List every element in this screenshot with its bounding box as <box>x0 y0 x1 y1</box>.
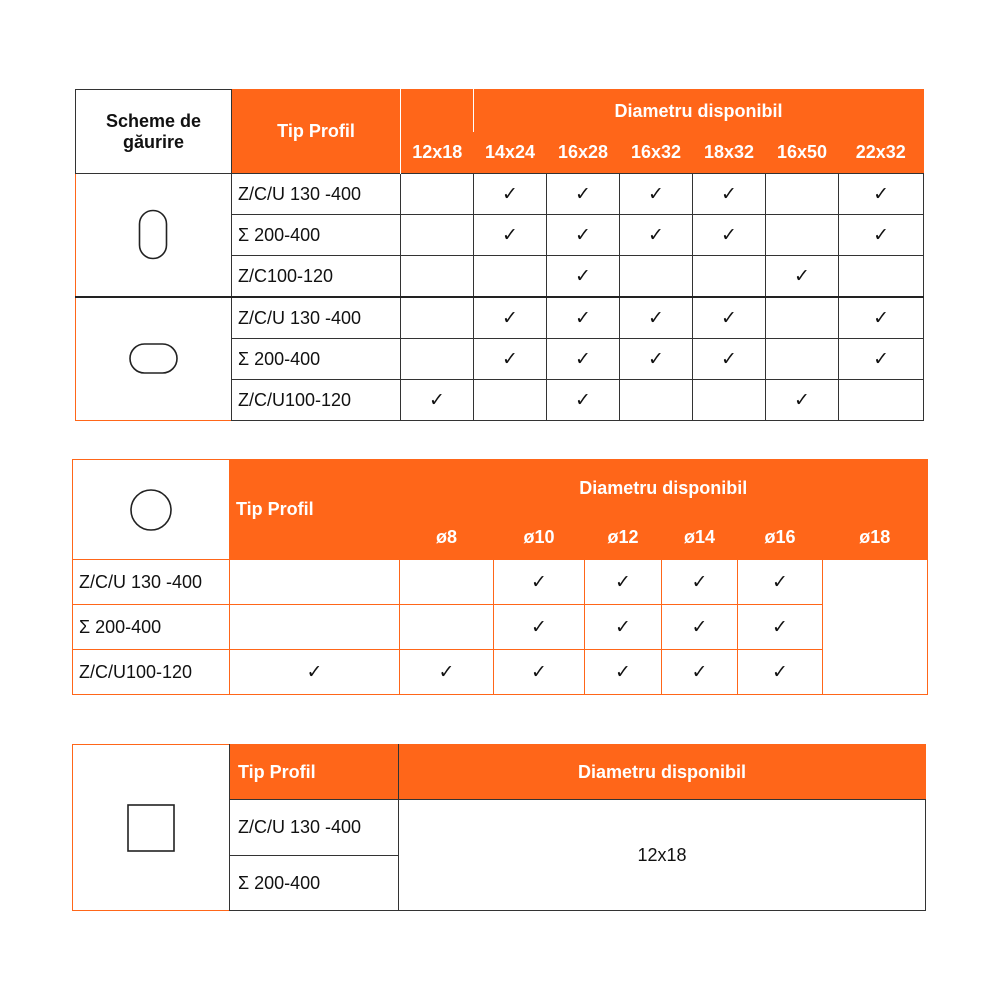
check-mark: ✓ <box>474 297 547 339</box>
empty-cell <box>474 380 547 421</box>
column-header: 16x32 <box>620 132 693 174</box>
check-mark: ✓ <box>547 339 620 380</box>
table-row <box>76 297 924 339</box>
profile-cell: Z/C/U100-120 <box>232 380 401 421</box>
profile-cell: Σ 200-400 <box>73 605 230 650</box>
column-header: ø18 <box>823 516 928 560</box>
check-mark: ✓ <box>839 339 924 380</box>
empty-cell <box>693 256 766 298</box>
empty-cell <box>839 380 924 421</box>
circle-hole-icon <box>73 488 229 532</box>
check-mark: ✓ <box>474 215 547 256</box>
table-row <box>76 174 924 215</box>
horizontal-slot-icon <box>76 342 231 376</box>
check-mark: ✓ <box>547 174 620 215</box>
slot-hole-table <box>75 89 924 421</box>
diametru-header: Diametru disponibil <box>399 745 926 800</box>
vertical-slot-icon <box>76 209 231 261</box>
scheme-shape-cell <box>76 174 232 298</box>
check-mark: ✓ <box>474 339 547 380</box>
empty-cell <box>401 297 474 339</box>
check-mark: ✓ <box>585 605 662 650</box>
check-mark: ✓ <box>839 215 924 256</box>
table1-header-row <box>76 90 924 133</box>
check-mark: ✓ <box>662 605 738 650</box>
table-row <box>73 560 928 605</box>
profile-cell: Z/C/U 130 -400 <box>232 174 401 215</box>
column-header: 12x18 <box>401 132 474 174</box>
check-mark: ✓ <box>547 256 620 298</box>
check-mark: ✓ <box>738 605 823 650</box>
column-header: 14x24 <box>474 132 547 174</box>
check-mark: ✓ <box>693 297 766 339</box>
check-mark: ✓ <box>839 174 924 215</box>
round-hole-scheme-cell <box>73 460 230 560</box>
empty-cell <box>401 256 474 298</box>
column-header: 22x32 <box>839 132 924 174</box>
profile-cell: Σ 200-400 <box>230 856 399 911</box>
square-hole-icon <box>73 804 229 852</box>
check-mark: ✓ <box>620 339 693 380</box>
diametru-header: Diametru disponibil <box>400 460 928 517</box>
check-mark: ✓ <box>400 650 494 695</box>
profile-cell: Z/C/U 130 -400 <box>232 297 401 339</box>
check-mark: ✓ <box>401 380 474 421</box>
empty-cell <box>839 256 924 298</box>
empty-cell <box>620 256 693 298</box>
empty-cell <box>230 605 400 650</box>
column-header: 16x50 <box>766 132 839 174</box>
empty-cell <box>620 380 693 421</box>
check-mark: ✓ <box>494 605 585 650</box>
column-header: ø10 <box>494 516 585 560</box>
check-mark: ✓ <box>738 650 823 695</box>
check-mark: ✓ <box>766 256 839 298</box>
column-header: 16x28 <box>547 132 620 174</box>
table-row <box>73 605 928 650</box>
check-mark: ✓ <box>230 650 400 695</box>
empty-cell <box>766 339 839 380</box>
empty-cell <box>230 560 400 605</box>
profile-cell: Σ 200-400 <box>232 339 401 380</box>
tip-profil-header: Tip Profil <box>232 90 401 174</box>
check-mark: ✓ <box>620 174 693 215</box>
diametru-header: Diametru disponibil <box>474 90 924 133</box>
check-mark: ✓ <box>839 297 924 339</box>
profile-cell: Z/C/U 130 -400 <box>73 560 230 605</box>
empty-cell <box>766 215 839 256</box>
check-mark: ✓ <box>547 215 620 256</box>
column-header: ø12 <box>585 516 662 560</box>
check-mark: ✓ <box>585 650 662 695</box>
round-hole-table <box>72 459 928 695</box>
column-header: ø8 <box>400 516 494 560</box>
check-mark: ✓ <box>620 297 693 339</box>
check-mark: ✓ <box>547 297 620 339</box>
column-header: ø14 <box>662 516 738 560</box>
check-mark: ✓ <box>547 380 620 421</box>
check-mark: ✓ <box>494 560 585 605</box>
empty-cell <box>693 380 766 421</box>
empty-cell <box>401 174 474 215</box>
empty-cell <box>766 297 839 339</box>
scheme-title-cell <box>76 90 232 174</box>
empty-cell <box>400 560 494 605</box>
profile-cell: Σ 200-400 <box>232 215 401 256</box>
empty-cell <box>400 605 494 650</box>
table-row <box>73 650 928 695</box>
check-mark: ✓ <box>766 380 839 421</box>
check-mark: ✓ <box>693 339 766 380</box>
profile-cell: Z/C/U 130 -400 <box>230 800 399 856</box>
empty-cell <box>766 174 839 215</box>
diameter-value-cell: 12x18 <box>399 800 926 911</box>
check-mark: ✓ <box>693 174 766 215</box>
check-mark: ✓ <box>474 174 547 215</box>
check-mark: ✓ <box>662 560 738 605</box>
profile-cell: Z/C/U100-120 <box>73 650 230 695</box>
check-mark: ✓ <box>585 560 662 605</box>
empty-cell <box>401 339 474 380</box>
scheme-title: Scheme de găurire <box>105 110 202 152</box>
check-mark: ✓ <box>693 215 766 256</box>
profile-cell: Z/C100-120 <box>232 256 401 298</box>
square-hole-table <box>72 744 926 911</box>
check-mark: ✓ <box>494 650 585 695</box>
tip-profil-header: Tip Profil <box>230 745 399 800</box>
column-header: ø16 <box>738 516 823 560</box>
column-header: 18x32 <box>693 132 766 174</box>
square-hole-scheme-cell <box>73 745 230 911</box>
tip-profil-header: Tip Profil <box>230 460 400 560</box>
check-mark: ✓ <box>620 215 693 256</box>
check-mark: ✓ <box>738 560 823 605</box>
check-mark: ✓ <box>662 650 738 695</box>
empty-cell <box>401 215 474 256</box>
scheme-shape-cell <box>76 297 232 421</box>
empty-cell <box>474 256 547 298</box>
